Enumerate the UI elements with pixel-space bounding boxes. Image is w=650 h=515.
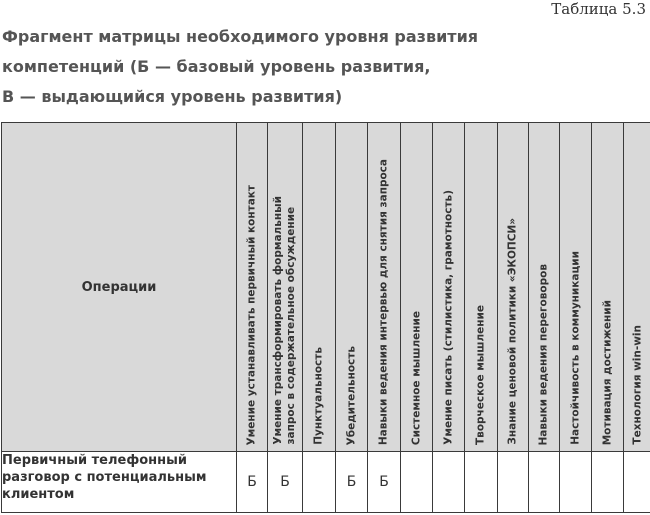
competency-label: Системное мышление [410, 310, 422, 445]
operation-name-line: разговор с потенциальным [2, 470, 207, 485]
caption-line: Фрагмент матрицы необходимого уровня развития [2, 27, 479, 46]
operation-name-line: клиентом [2, 487, 75, 502]
competency-label: Навыки ведения переговоров [537, 263, 550, 445]
competency-header [498, 123, 529, 452]
operation-name-line: Первичный телефонный [2, 453, 187, 468]
competency-header [624, 123, 650, 452]
competency-matrix-table [1, 122, 650, 513]
competency-label: Технология win-win [631, 325, 644, 445]
level-cell [498, 452, 529, 513]
operations-header: Операции [2, 123, 237, 452]
level-cell [624, 452, 650, 513]
competency-label-line: Умение трансформировать формальный [272, 196, 284, 445]
competency-header [237, 123, 268, 452]
competency-header [465, 123, 498, 452]
competency-header [433, 123, 465, 452]
competency-label: Убедительность [345, 345, 357, 445]
competency-header [268, 123, 303, 452]
table-caption [2, 22, 602, 112]
caption-line: компетенций (Б — базовый уровень развития, [2, 57, 431, 76]
level-cell: Б [237, 452, 268, 513]
table-number: Таблица 5.3 [551, 0, 646, 18]
competency-header [336, 123, 368, 452]
operation-name-cell [2, 452, 237, 513]
competency-label: Знание ценовой политики «ЭКОПСИ» [506, 218, 519, 445]
level-cell: Б [268, 452, 303, 513]
level-cell [433, 452, 465, 513]
competency-label: Умение устанавливать первичный контакт [245, 184, 258, 445]
caption-line: В — выдающийся уровень развития) [2, 87, 343, 106]
competency-label: Навыки ведения интервью для снятия запроса [377, 158, 390, 445]
table-row [2, 452, 650, 513]
competency-header [303, 123, 336, 452]
level-cell [303, 452, 336, 513]
competency-header [401, 123, 433, 452]
level-cell [592, 452, 624, 513]
header-row [2, 123, 650, 452]
competency-label: Настойчивость в коммуникации [569, 251, 581, 445]
level-cell: Б [336, 452, 368, 513]
competency-header [368, 123, 401, 452]
competency-label: Мотивация достижений [601, 299, 613, 445]
level-cell [560, 452, 592, 513]
competency-header [592, 123, 624, 452]
level-cell: Б [368, 452, 401, 513]
level-cell [529, 452, 560, 513]
competency-label: Умение писать (стилистика, грамотность) [442, 190, 454, 445]
competency-label: Творческое мышление [474, 305, 487, 445]
competency-label: Пунктуальность [312, 347, 325, 445]
competency-header [560, 123, 592, 452]
competency-label-line: запрос в содержательное обсуждение [285, 207, 297, 445]
level-cell [401, 452, 433, 513]
competency-label [272, 196, 298, 445]
competency-header [529, 123, 560, 452]
level-cell [465, 452, 498, 513]
